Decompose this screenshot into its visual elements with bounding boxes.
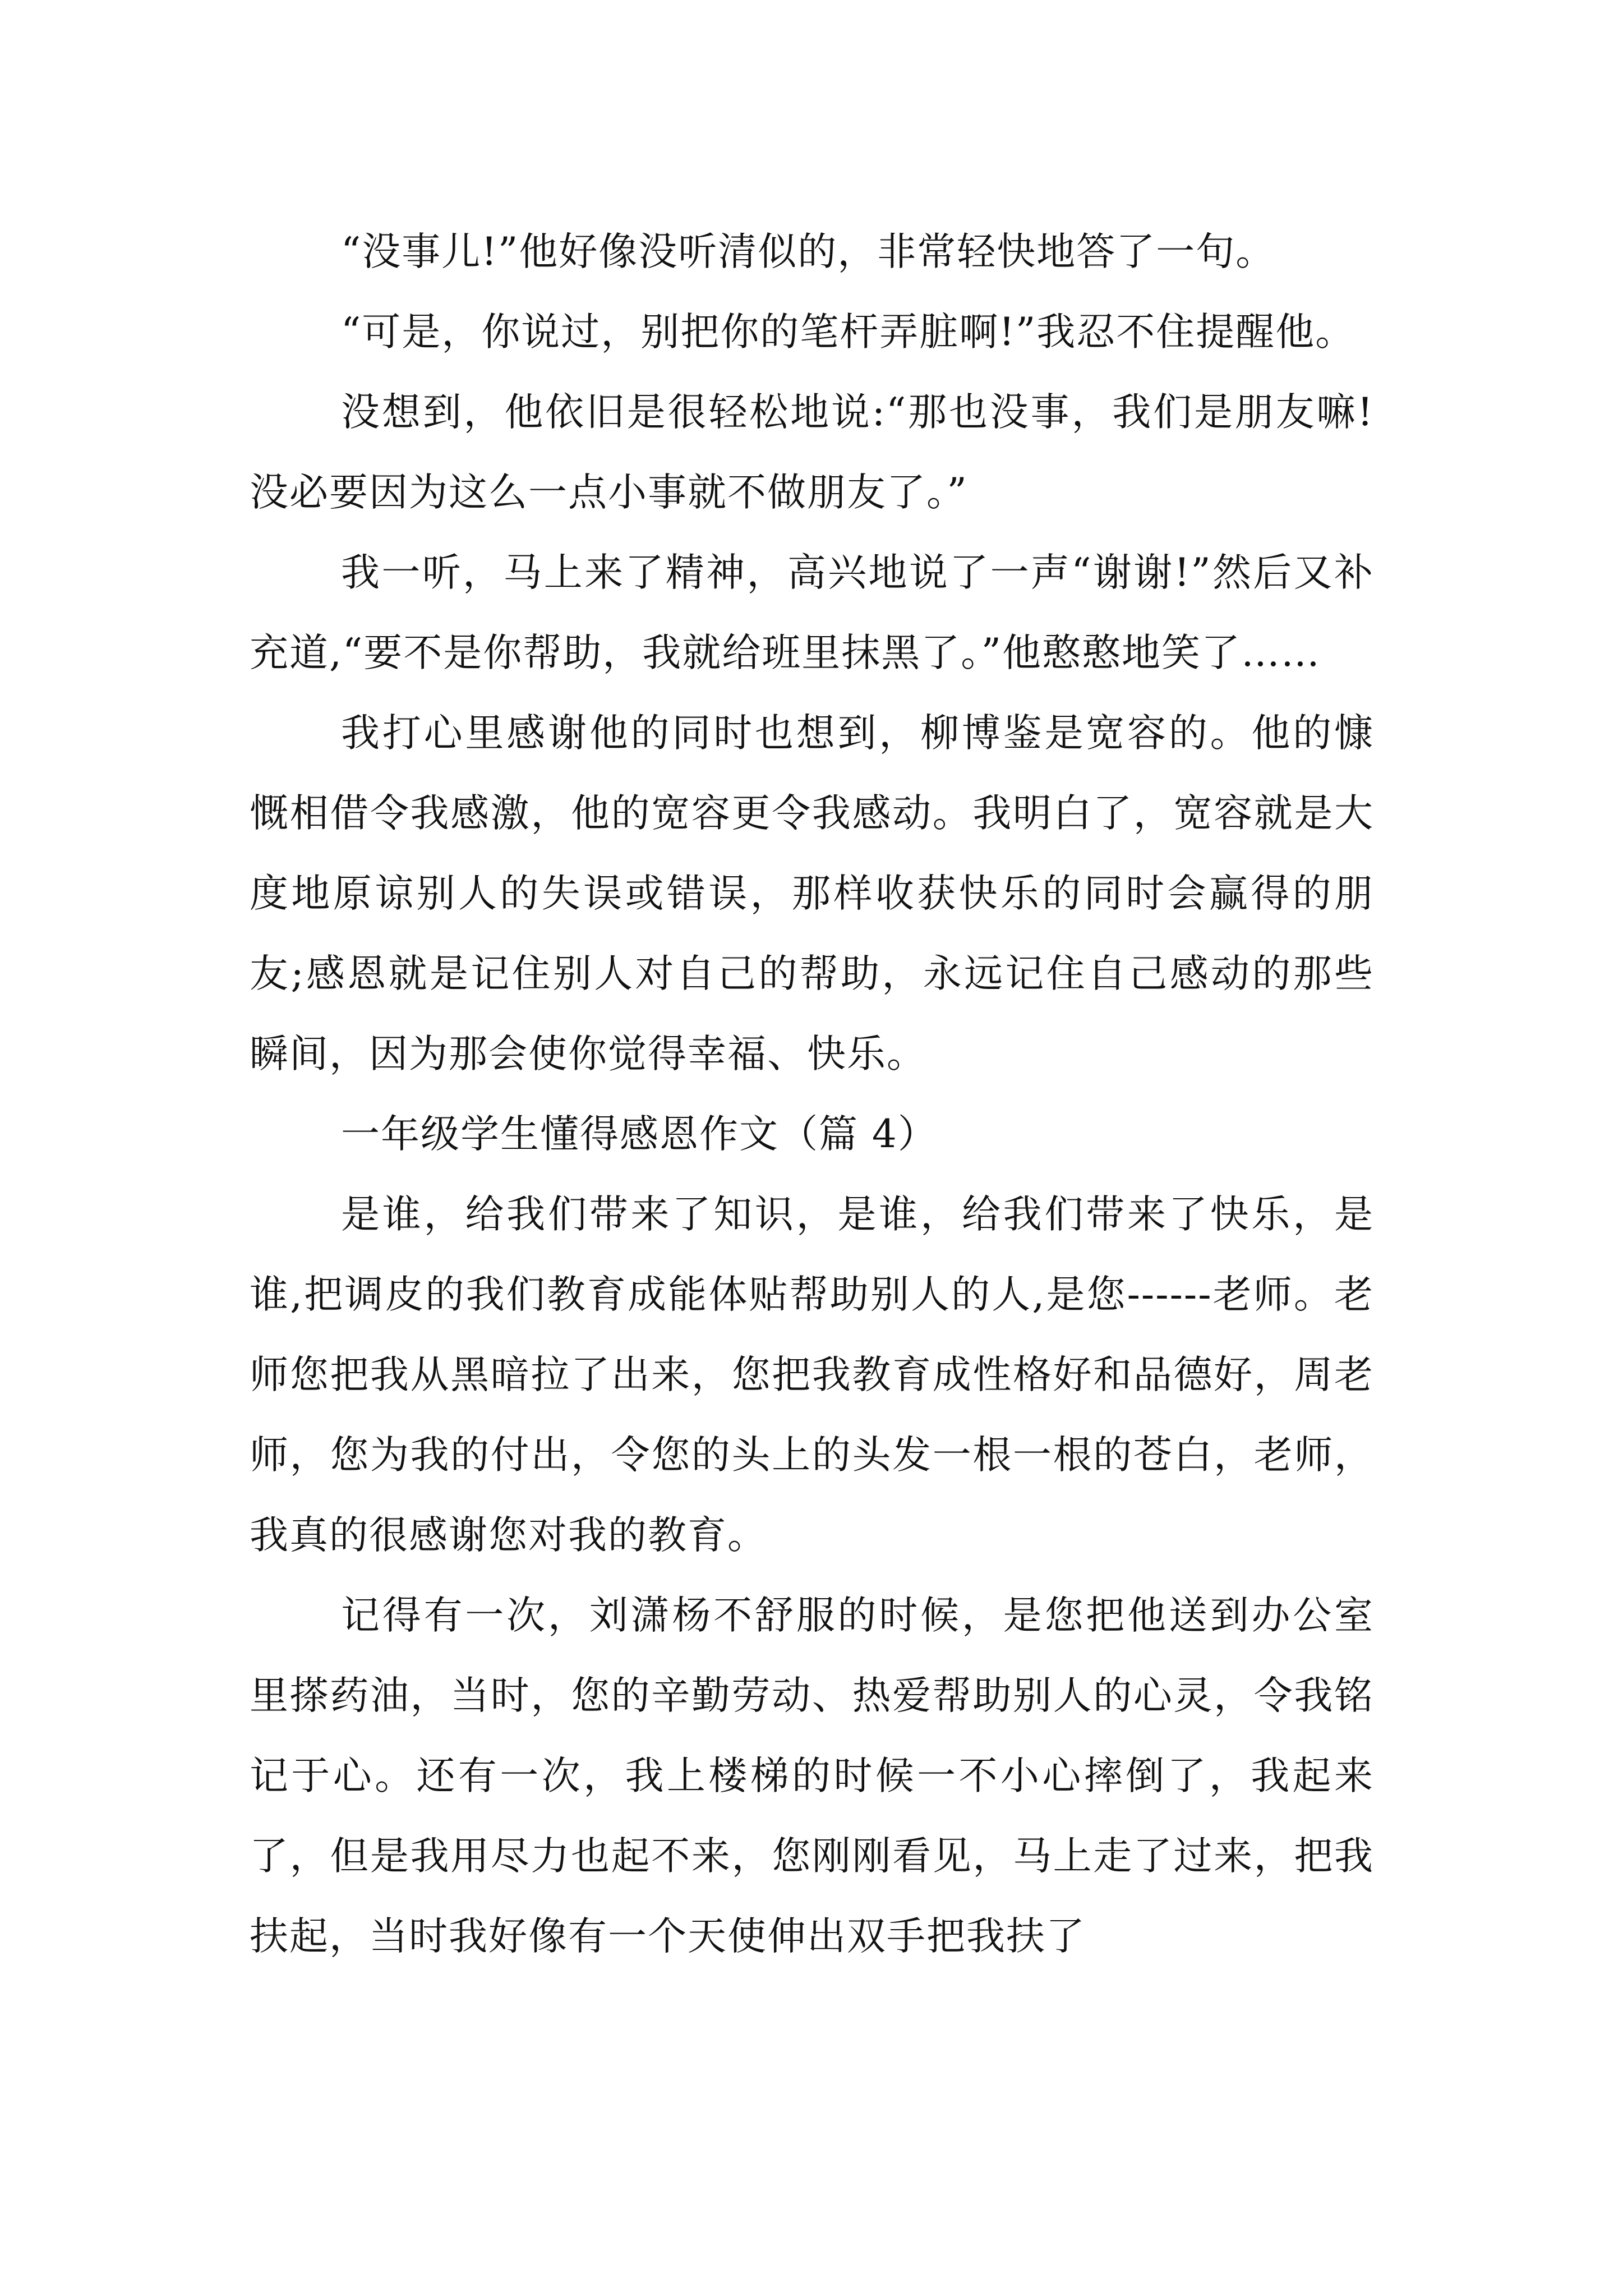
document-body: [250, 212, 1374, 1977]
section-heading: 一年级学生懂得感恩作文（篇 4）: [341, 1112, 938, 1157]
paragraph-4: 我一听，马上来了精神，高兴地说了一声“谢谢!”然后又补充道,“要不是你帮助，我就给班里抹黑了。”他憨憨地笑了……: [250, 550, 1374, 675]
paragraph-3: 没想到，他依旧是很轻松地说:“那也没事，我们是朋友嘛!没必要因为这么一点小事就不做朋友了。”: [250, 390, 1374, 515]
paragraph-5: 我打心里感谢他的同时也想到，柳博鉴是宽容的。他的慷慨相借令我感激，他的宽容更令我感动。我明白了，宽容就是大度地原谅别人的失误或错误，那样收获快乐的同时会赢得的朋友;感恩就是记住别人对自己的帮助，永远记住自己感动的那些瞬间，因为那会使你觉得幸福、快乐。: [250, 711, 1374, 1076]
paragraph-2: “可是，你说过，别把你的笔杆弄脏啊!”我忍不住提醒他。: [341, 310, 1355, 355]
section-paragraph-2: 记得有一次，刘潇杨不舒服的时候，是您把他送到办公室里搽药油，当时，您的辛勤劳动、热爱帮助别人的心灵，令我铭记于心。还有一次，我上楼梯的时候一不小心摔倒了，我起来了，但是我用尽力也起不来，您刚刚看见，马上走了过来，把我扶起，当时我好像有一个天使伸出双手把我扶了: [250, 1593, 1374, 1959]
paragraph-1: “没事儿!”他好像没听清似的，非常轻快地答了一句。: [341, 229, 1276, 274]
section-paragraph-1: 是谁，给我们带来了知识，是谁，给我们带来了快乐，是谁,把调皮的我们教育成能体贴帮助别人的人,是您------老师。老师您把我从黑暗拉了出来，您把我教育成性格好和品德好，周老师，您为我的付出，令您的头上的头发一根一根的苍白，老师，我真的很感谢您对我的教育。: [250, 1192, 1374, 1558]
